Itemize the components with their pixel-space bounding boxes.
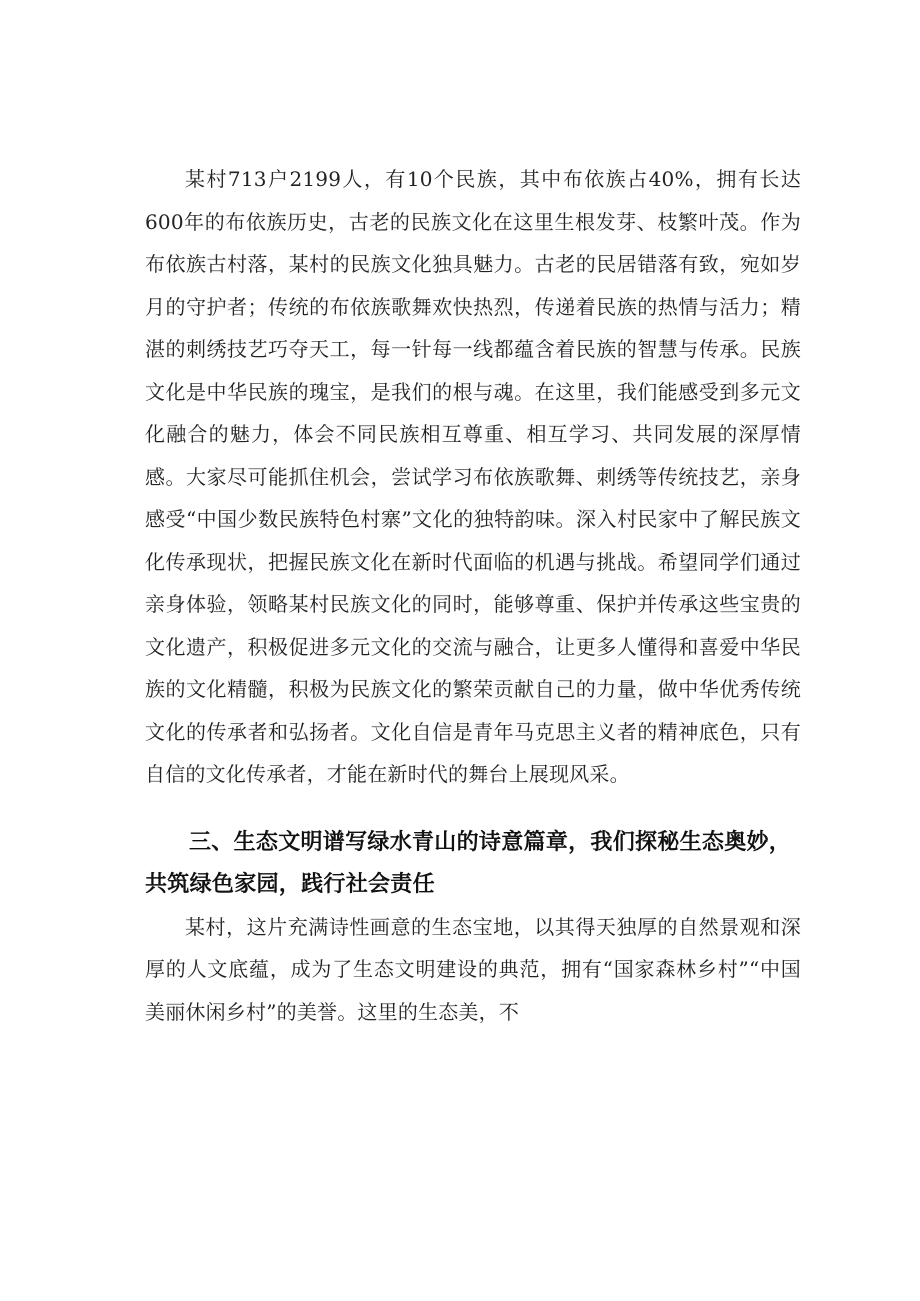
- section-heading: 三、生态文明谱写绿水青山的诗意篇章，我们探秘生态奥妙，共筑绿色家园，践行社会责任: [145, 829, 792, 897]
- body-paragraph: 某村，这片充满诗性画意的生态宝地，以其得天独厚的自然景观和深厚的人文底蕴，成为了生态文明建设的典范，拥有“国家森林乡村”“中国美丽休闲乡村”的美誉。这里的生态美，不: [145, 914, 801, 1024]
- document-body: [145, 158, 801, 1033]
- body-paragraph: 某村713户2199人，有10个民族，其中布依族占40%，拥有长达600年的布依族历史，古老的民族文化在这里生根发芽、枝繁叶茂。作为布依族古村落，某村的民族文化独具魅力。古老的民居错落有致，宛如岁月的守护者；传统的布依族歌舞欢快热烈，传递着民族的热情与活力；精湛的刺绣技艺巧夺天工，每一针每一线都蕴含着民族的智慧与传承。民族文化是中华民族的瑰宝，是我们的根与魂。在这里，我们能感受到多元文化融合的魅力，体会不同民族相互尊重、相互学习、共同发展的深厚情感。大家尽可能抓住机会，尝试学习布依族歌舞、刺绣等传统技艺，亲身感受“中国少数民族特色村寨”文化的独特韵味。深入村民家中了解民族文化传承现状，把握民族文化在新时代面临的机遇与挑战。希望同学们通过亲身体验，领略某村民族文化的同时，能够尊重、保护并传承这些宝贵的文化遗产，积极促进多元文化的交流与融合，让更多人懂得和喜爱中华民族的文化精髓，积极为民族文化的繁荣贡献自己的力量，做中华优秀传统文化的传承者和弘扬者。文化自信是青年马克思主义者的精神底色，只有自信的文化传承者，才能在新时代的舞台上展现风采。: [145, 167, 801, 786]
